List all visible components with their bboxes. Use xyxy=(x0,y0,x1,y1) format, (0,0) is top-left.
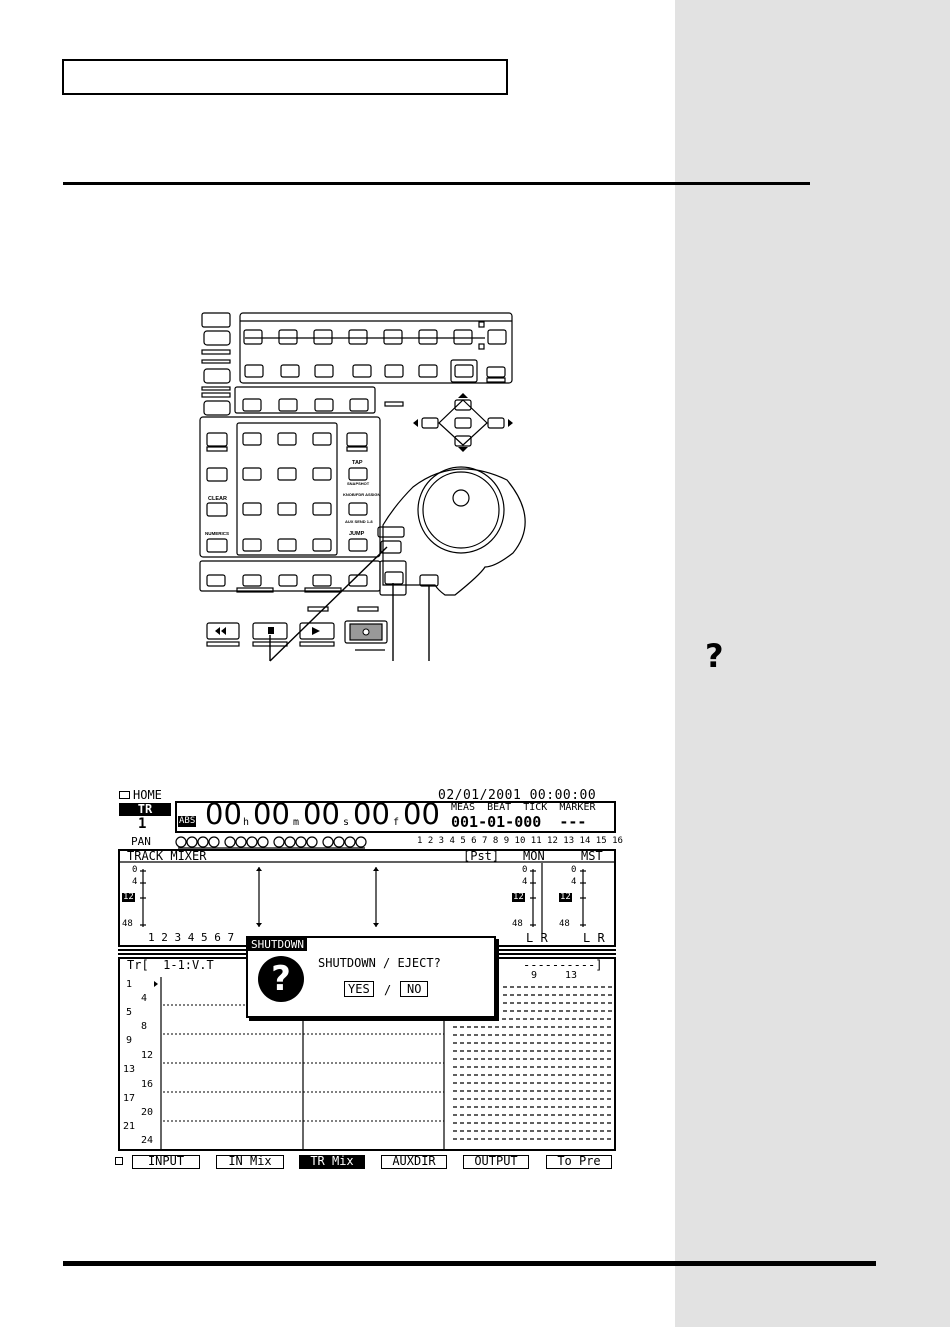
track-3-b: 12 xyxy=(141,1050,154,1061)
time-minutes: 00 xyxy=(253,797,290,831)
header-box xyxy=(62,59,508,95)
mst-scale-48: 48 xyxy=(559,919,570,929)
track-2-b: 8 xyxy=(141,1021,148,1032)
shutdown-dialog xyxy=(246,936,496,1018)
tab-auxdir[interactable]: AUXDIR xyxy=(381,1155,447,1169)
track-1-a: 1 xyxy=(126,979,133,990)
tab-input[interactable]: INPUT xyxy=(132,1155,200,1169)
meas-header: MEAS BEAT TICK MARKER xyxy=(451,802,596,813)
meas-value: 001-01-000 --- xyxy=(451,813,587,831)
track-2-a: 5 xyxy=(126,1007,133,1018)
jump-label: JUMP xyxy=(349,531,365,537)
track-4-b: 16 xyxy=(141,1079,154,1090)
pst-label: [Pst] xyxy=(463,849,500,863)
aux-send-label: AUX SEND 1-8 xyxy=(345,519,373,524)
question-circle-icon: ? xyxy=(258,956,304,1002)
pan-knobs xyxy=(175,835,405,849)
tap-label: TAP xyxy=(352,460,363,466)
numerics-label: NUMERICS xyxy=(205,531,230,536)
unit-hours: h xyxy=(243,817,250,828)
scale-4: 4 xyxy=(132,877,138,887)
track-5-a: 17 xyxy=(123,1093,136,1104)
track-6-b: 24 xyxy=(141,1135,154,1146)
mst-scale-0: 0 xyxy=(571,865,577,875)
col-9: 9 xyxy=(531,970,538,981)
track-3-a: 9 xyxy=(126,1035,133,1046)
col-13: 13 xyxy=(565,970,578,981)
control-panel-diagram xyxy=(195,305,535,685)
track-4-a: 13 xyxy=(123,1064,136,1075)
tab-icon xyxy=(115,1157,123,1165)
mon-scale-12: 12 xyxy=(513,892,524,902)
dialog-question: SHUTDOWN / EJECT? xyxy=(318,956,441,970)
home-label: HOME xyxy=(133,788,162,802)
no-button[interactable]: NO xyxy=(400,981,428,997)
mst-scale-12: 12 xyxy=(560,892,571,902)
mst-label: MST xyxy=(581,849,603,863)
knob-assign-label: KNOB/FDR ASSIGN xyxy=(343,492,381,497)
question-icon: ? xyxy=(705,637,724,675)
track-row-label: Tr[ 1-1:V.T xyxy=(127,958,214,972)
top-rule xyxy=(63,182,810,185)
mon-label: MON xyxy=(523,849,545,863)
channel-numbers: 1 2 3 4 5 6 7 xyxy=(148,931,235,944)
dialog-title: SHUTDOWN xyxy=(248,938,307,951)
mon-scale-0: 0 xyxy=(522,865,528,875)
clear-label: CLEAR xyxy=(208,496,227,502)
scale-0: 0 xyxy=(132,865,138,875)
track-mixer-title: TRACK MIXER xyxy=(127,849,207,863)
mon-scale-4: 4 xyxy=(522,877,528,887)
pan-label: PAN xyxy=(131,835,151,848)
abs-badge: ABS xyxy=(179,816,196,826)
track-6-a: 21 xyxy=(123,1121,136,1132)
track-5-b: 20 xyxy=(141,1107,154,1118)
time-seconds: 00 xyxy=(303,797,340,831)
time-subframes: 00 xyxy=(403,797,440,831)
track-1-b: 4 xyxy=(141,993,148,1004)
tab-to-pre[interactable]: To Pre xyxy=(546,1155,612,1169)
snapshot-label: SNAPSHOT xyxy=(347,481,370,486)
date-time: 02/01/2001 00:00:00 xyxy=(438,788,597,803)
tab-in-mix[interactable]: IN Mix xyxy=(216,1155,284,1169)
pan-numbers: 1 2 3 4 5 6 7 8 9 10 11 12 13 14 15 16 xyxy=(417,836,623,846)
tr-number: 1 xyxy=(138,816,147,832)
scale-12: 12 xyxy=(123,892,134,902)
mst-lr: L R xyxy=(583,931,605,945)
mst-scale-4: 4 xyxy=(571,877,577,887)
dash-header: ----------] xyxy=(523,958,603,972)
mon-lr: L R xyxy=(526,931,548,945)
lcd-screen xyxy=(113,786,623,1171)
unit-minutes: m xyxy=(293,817,300,828)
scale-48: 48 xyxy=(122,919,133,929)
time-frames: 00 xyxy=(353,797,390,831)
unit-seconds: s xyxy=(343,817,350,828)
bottom-rule xyxy=(63,1261,876,1266)
tr-label: TR xyxy=(119,803,171,816)
tab-tr-mix[interactable]: TR Mix xyxy=(299,1155,365,1169)
home-icon xyxy=(119,791,130,799)
mon-scale-48: 48 xyxy=(512,919,523,929)
yes-button[interactable]: YES xyxy=(344,981,374,997)
time-hours: 00 xyxy=(205,797,242,831)
tab-output[interactable]: OUTPUT xyxy=(463,1155,529,1169)
unit-frames: f xyxy=(393,817,400,828)
dialog-slash: / xyxy=(384,983,392,997)
